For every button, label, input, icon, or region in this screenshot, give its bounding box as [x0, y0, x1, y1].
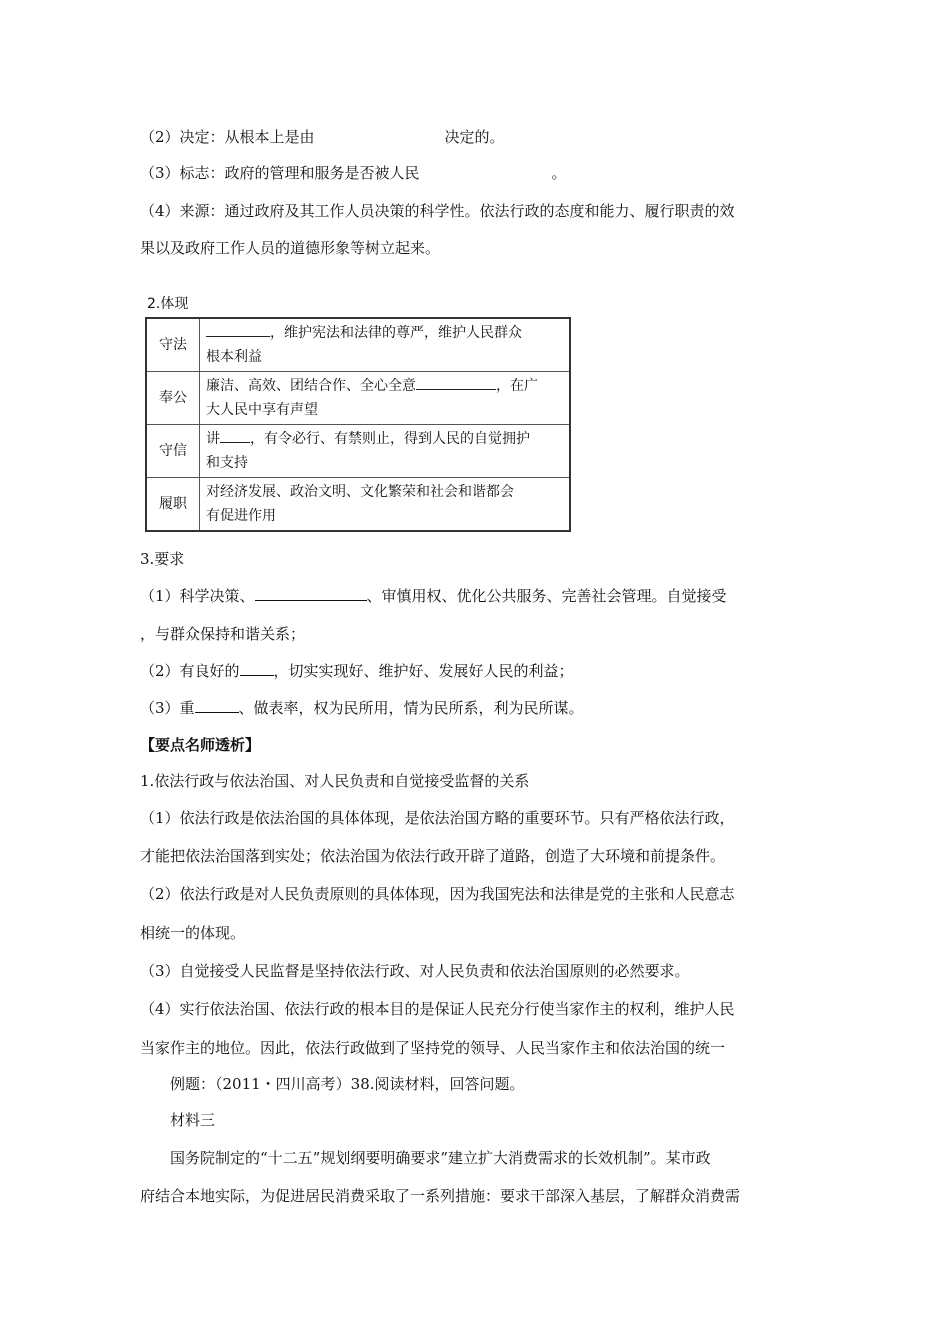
embodiment-table [145, 317, 571, 532]
table-title: 2.体现 [147, 296, 189, 312]
table-row [146, 372, 570, 425]
line-source-1: （4）来源：通过政府及其工作人员决策的科学性。依法行政的态度和能力、履行职责的效 [140, 202, 735, 220]
analysis-subheading: 1.依法行政与依法治国、对人民负责和自觉接受监督的关系 [140, 772, 530, 790]
blank-underline [195, 698, 239, 713]
blank-underline [206, 323, 270, 337]
table-row [146, 478, 570, 532]
example-intro: 例题：（2011・四川高考）38.阅读材料，回答问题。 [170, 1075, 525, 1093]
row-key: 履职 [146, 478, 200, 532]
analysis-p1b: 才能把依法治国落到实处；依法治国为依法行政开辟了道路，创造了大环境和前提条件。 [140, 847, 726, 865]
analysis-p4b: 当家作主的地位。因此，依法行政做到了坚持党的领导、人民当家作主和依法治国的统一 [140, 1039, 726, 1057]
line-decision: （2）决定：从根本上是由 决定的。 [140, 128, 505, 146]
table-row [146, 425, 570, 478]
row-key: 奉公 [146, 372, 200, 425]
row-value: ，维护宪法和法律的尊严，维护人民群众 根本利益 [200, 318, 571, 372]
analysis-p2a: （2）依法行政是对人民负责原则的具体体现，因为我国宪法和法律是党的主张和人民意志 [140, 885, 735, 903]
analysis-p1a: （1）依法行政是依法治国的具体体现，是依法治国方略的重要环节。只有严格依法行政， [140, 809, 735, 827]
row-value: 廉洁、高效、团结合作、全心全意 ，在广 大人民中享有声望 [200, 372, 571, 425]
req-line-2: （2）有良好的 ，切实实现好、维护好、发展好人民的利益； [140, 662, 574, 680]
req-line-1b: ，与群众保持和谐关系； [140, 625, 306, 643]
example-text-1: 国务院制定的“十二五”规划纲要明确要求”建立扩大消费需求的长效机制”。某市政 [170, 1149, 711, 1167]
line-source-2: 果以及政府工作人员的道德形象等树立起来。 [140, 239, 441, 257]
row-key: 守法 [146, 318, 200, 372]
blank-underline [416, 376, 496, 390]
line-symbol: （3）标志：政府的管理和服务是否被人民 。 [140, 164, 567, 182]
example-text-2: 府结合本地实际，为促进居民消费采取了一系列措施：要求干部深入基层，了解群众消费需 [140, 1187, 741, 1205]
analysis-heading: 【要点名师透析】 [140, 736, 261, 754]
blank-underline [220, 429, 250, 443]
req-title: 3.要求 [140, 550, 185, 568]
table-row [146, 318, 570, 372]
analysis-p2b: 相统一的体现。 [140, 924, 246, 942]
row-key: 守信 [146, 425, 200, 478]
row-value: 讲 ，有令必行、有禁则止，得到人民的自觉拥护 和支持 [200, 425, 571, 478]
req-line-1: （1）科学决策、 、审慎用权、优化公共服务、完善社会管理。自觉接受 [140, 587, 727, 605]
row-value: 对经济发展、政治文明、文化繁荣和社会和谐都会 有促进作用 [200, 478, 571, 532]
blank-underline [240, 661, 274, 676]
req-line-3: （3）重 、做表率，权为民所用，情为民所系，利为民所谋。 [140, 699, 584, 717]
analysis-p3: （3）自觉接受人民监督是坚持依法行政、对人民负责和依法治国原则的必然要求。 [140, 962, 690, 980]
analysis-p4a: （4）实行依法治国、依法行政的根本目的是保证人民充分行使当家作主的权利，维护人民 [140, 1000, 735, 1018]
blank-underline [255, 586, 367, 601]
example-material: 材料三 [170, 1111, 216, 1129]
